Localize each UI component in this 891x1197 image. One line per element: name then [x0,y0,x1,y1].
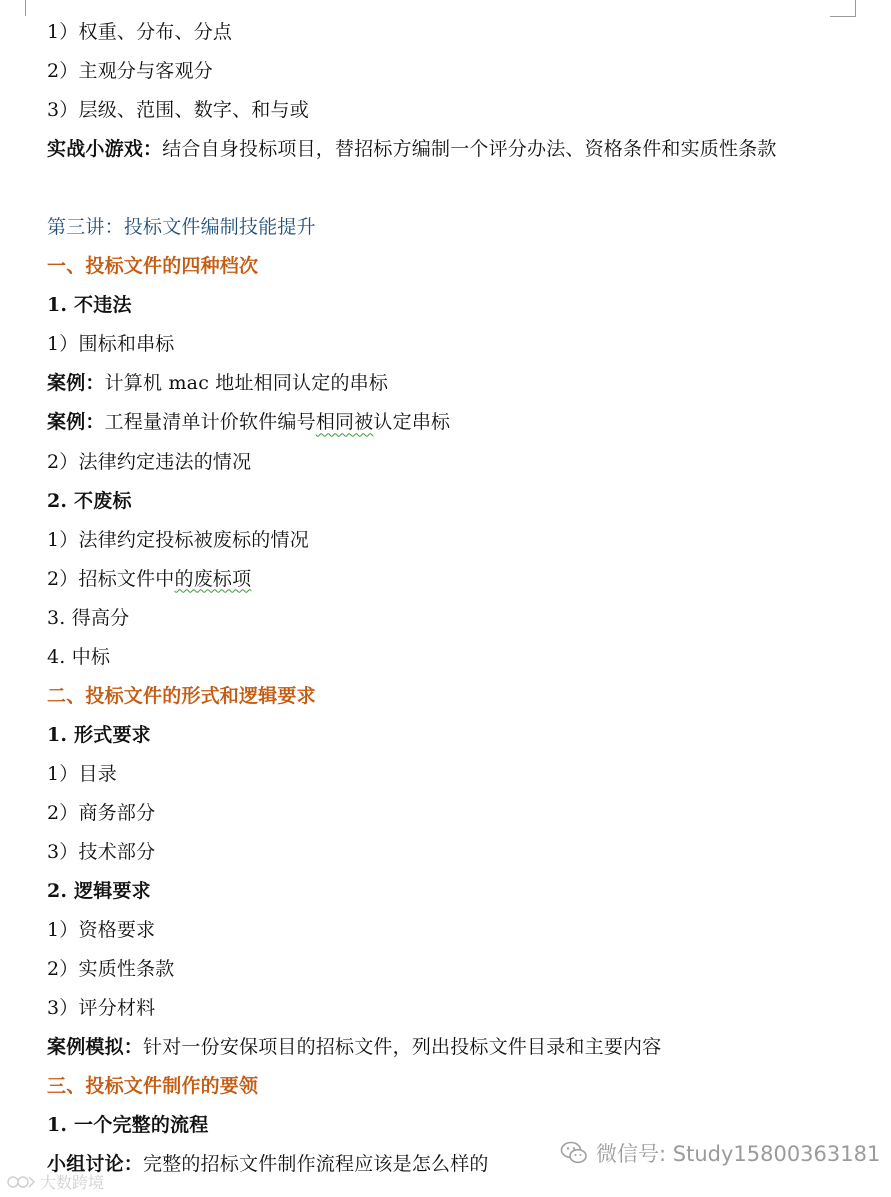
subheading-logic-requirements: 2. 逻辑要求 [47,880,151,903]
case-text-mac: 计算机 mac 地址相同认定的串标 [104,372,389,395]
spellcheck-underlined-text: 的废标项 [174,567,252,590]
practice-game-text: 结合自身投标项目，替招标方编制一个评分办法、资格条件和实质性条款 [162,138,777,161]
case-simulation-text: 针对一份安保项目的招标文件，列出投标文件目录和主要内容 [143,1036,662,1059]
list-item-weight: 1）权重、分布、分点 [47,21,233,43]
group-discussion-label: 小组讨论： [47,1153,144,1176]
case-label: 案例： [47,372,105,395]
rejection-clauses-text-part1: 2）招标文件中 [47,567,175,590]
document-body [47,13,867,1184]
watermark-text: 微信号: Study15800363181 [596,1142,881,1166]
group-discussion-text: 完整的招标文件制作流程应该是怎么样的 [143,1153,489,1176]
case-simulation-paragraph [47,1028,867,1067]
wechat-watermark [560,1138,880,1168]
list-item-legal-violations: 2）法律约定违法的情况 [47,450,252,473]
logo-icon [6,1172,36,1192]
section-heading-four-levels: 一、投标文件的四种档次 [47,255,259,278]
subheading-complete-process: 1. 一个完整的流程 [47,1114,209,1137]
list-item-rejection-clauses [47,560,867,599]
case-paragraph-mac [47,364,867,403]
subheading-not-illegal: 1. 不违法 [47,294,132,317]
list-item-bid-rigging: 1）围标和串标 [47,333,175,356]
crop-mark-left [25,0,26,16]
list-item-technical-part: 3）技术部分 [47,840,156,863]
subheading-not-rejected: 2. 不废标 [47,489,132,512]
list-item-substantive-terms: 2）实质性条款 [47,958,175,981]
list-item-qualification: 1）资格要求 [47,919,156,942]
list-item-catalog: 1）目录 [47,762,117,785]
case-text-software-part1: 工程量清单计价软件编号 [104,411,316,434]
wechat-icon [560,1140,588,1166]
corner-watermark [6,1170,104,1193]
practice-game-paragraph [47,130,867,169]
case-text-software-part2: 认定串标 [373,411,451,434]
case-paragraph-software [47,403,867,442]
corner-watermark-text: 大数跨境 [40,1173,105,1192]
case-simulation-label: 案例模拟： [47,1036,144,1059]
subheading-win-bid: 4. 中标 [47,645,111,668]
practice-game-label: 实战小游戏： [47,138,163,161]
section-heading-key-points: 三、投标文件制作的要领 [47,1075,259,1098]
list-item-subjective-objective: 2）主观分与客观分 [47,60,213,83]
case-label: 案例： [47,411,105,434]
blank-line [47,169,867,208]
list-item-levels: 3）层级、范围、数字、和与或 [47,99,309,122]
spellcheck-underlined-text: 相同被 [315,411,374,434]
subheading-high-score: 3. 得高分 [47,606,130,629]
subheading-form-requirements: 1. 形式要求 [47,723,151,746]
list-item-business-part: 2）商务部分 [47,801,156,824]
list-item-legal-rejection: 1）法律约定投标被废标的情况 [47,528,309,551]
section-heading-form-logic: 二、投标文件的形式和逻辑要求 [47,684,316,707]
lecture-heading: 第三讲：投标文件编制技能提升 [47,216,316,239]
list-item-scoring-materials: 3）评分材料 [47,997,156,1020]
